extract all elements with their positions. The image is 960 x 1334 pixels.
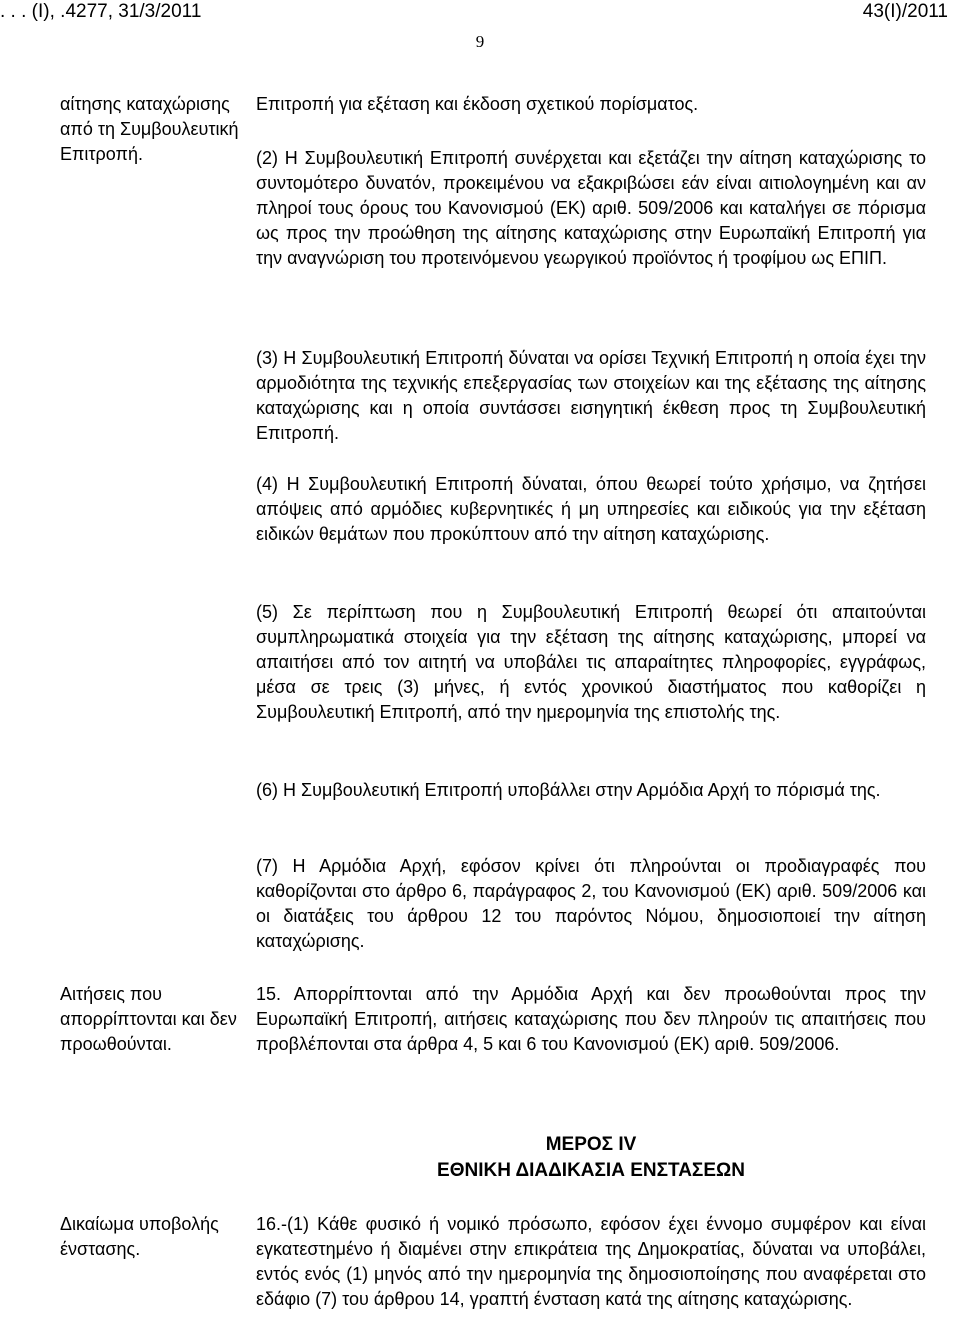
margin-note-right-to-object: Δικαίωμα υποβολής ένστασης. xyxy=(60,1214,219,1259)
section-heading-title: ΕΘΝΙΚΗ ΔΙΑΔΙΚΑΣΙΑ ΕΝΣΤΑΣΕΩΝ xyxy=(437,1160,745,1181)
margin-note-rejected-applications: Αιτήσεις που απορρίπτονται και δεν προωθούνται. xyxy=(60,984,237,1054)
paragraph-3: (3) Η Συμβουλευτική Επιτροπή δύναται να ορίσει Τεχνική Επιτροπή η οποία έχει την αρμοδιότητα της τεχνικής επεξεργασίας των στοιχείων και της εξέτασης της αίτησης καταχώρισης και η οποία συντάσσει εισηγητική έκθεση προς τη Συμβουλευτική Επιτροπή. xyxy=(256,348,926,443)
article-16: 16.-(1) Κάθε φυσικό ή νομικό πρόσωπο, εφόσον έχει έννομο συμφέρον και είναι εγκατεστημένο ή διαμένει στην επικράτεια της Δημοκρατίας, δύναται να υποβάλει, εντός ενός (1) μηνός από την ημερομηνία της δημοσιοποίησης που αναφέρεται στο εδάφιο (7) του άρθρου 14, γραπτή ένσταση κατά της αίτησης καταχώρισης. xyxy=(256,1214,926,1309)
header-gazette-ref: . . . (Ι), .4277, 31/3/2011 xyxy=(0,1,202,22)
paragraph-continuation: Επιτροπή για εξέταση και έκδοση σχετικού πορίσματος. xyxy=(256,94,699,114)
paragraph-4: (4) Η Συμβουλευτική Επιτροπή δύναται, όπου θεωρεί τούτο χρήσιμο, να ζητήσει απόψεις από αρμόδιες κυβερνητικές ή μη υπηρεσίες και ειδικούς για την εξέταση ειδικών θεμάτων που προκύπτουν από την αίτηση καταχώρισης. xyxy=(256,474,926,544)
article-15: 15. Απορρίπτονται από την Αρμόδια Αρχή και δεν προωθούνται προς την Ευρωπαϊκή Επιτροπή, αιτήσεις καταχώρισης που δεν πληρούν τις απαιτήσεις που προβλέπονται στα άρθρα 4, 5 και 6 του Κανονισμού (ΕΚ) αριθ. 509/2006. xyxy=(256,984,926,1054)
header-law-number: 43(Ι)/2011 xyxy=(862,1,948,22)
section-heading-part: ΜΕΡΟΣ IV xyxy=(545,1134,637,1155)
paragraph-5: (5) Σε περίπτωση που η Συμβουλευτική Επιτροπή θεωρεί ότι απαιτούνται συμπληρωματικά στοιχεία για την εξέταση της αίτησης καταχώρισης, μπορεί να απαιτήσει από τον αιτητή να υποβάλει τις απαραίτητες πληροφορίες, εγγράφως, μέσα σε τρεις (3) μήνες, ή εντός χρονικού διαστήματος που καθορίζει η Συμβουλευτική Επιτροπή, από την ημερομηνία της επιστολής της. xyxy=(256,602,926,722)
paragraph-6: (6) Η Συμβουλευτική Επιτροπή υποβάλλει στην Αρμόδια Αρχή το πόρισμά της. xyxy=(256,780,881,800)
paragraph-7: (7) Η Αρμόδια Αρχή, εφόσον κρίνει ότι πληρούνται οι προδιαγραφές που καθορίζονται στο άρθρο 6, παράγραφος 2, του Κανονισμού (ΕΚ) αριθ. 509/2006 και οι διατάξεις του άρθρου 12 του παρόντος Νόμου, δημοσιοποιεί την αίτηση καταχώρισης. xyxy=(256,856,926,951)
page-number: 9 xyxy=(475,32,485,51)
paragraph-2: (2) Η Συμβουλευτική Επιτροπή συνέρχεται και εξετάζει την αίτηση καταχώρισης το συντομότερο δυνατόν, προκειμένου να εξακριβώσει εάν είναι αιτιολογημένη και αν πληροί τους όρους του Κανονισμού (ΕΚ) αριθ. 509/2006 και καταλήγει σε πόρισμα ως προς την προώθηση της αίτησης καταχώρισης στην Ευρωπαϊκή Επιτροπή για την αναγνώριση του προτεινόμενου γεωργικού προϊόντος ή τροφίμου ως ΕΠΙΠ. xyxy=(256,148,926,268)
margin-note-application-registration: αίτησης καταχώρισης από τη Συμβουλευτική Επιτροπή. xyxy=(60,94,239,164)
